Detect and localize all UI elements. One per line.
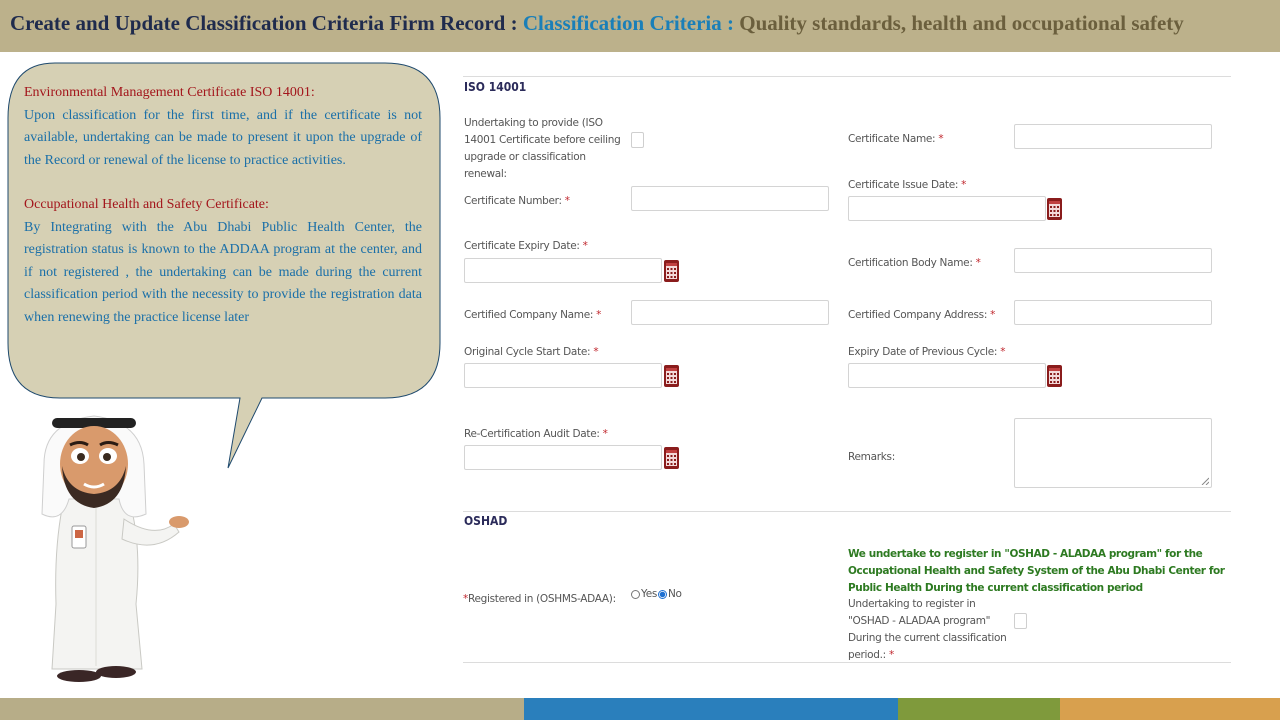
certificate-expiry-date-label: Certificate Expiry Date: * xyxy=(464,240,588,252)
title-section: Classification Criteria xyxy=(522,11,722,35)
oshad-undertaking-label: Undertaking to register in "OSHAD - ALADAA program" During the current classification period.: * xyxy=(848,598,1007,661)
oshad-section-divider xyxy=(463,511,1231,512)
footer-band-green xyxy=(898,698,1060,720)
radio-yes-label: Yes xyxy=(641,588,658,600)
page-header xyxy=(0,0,1280,52)
bubble-text xyxy=(24,82,422,329)
page-title xyxy=(10,11,1184,36)
certification-body-name-label: Certification Body Name: * xyxy=(848,257,981,269)
title-subsection: Quality standards, health and occupational safety xyxy=(739,11,1184,35)
recertification-audit-date-input[interactable] xyxy=(464,445,662,470)
certification-body-name-input[interactable] xyxy=(1014,248,1212,273)
certified-company-address-label: Certified Company Address: * xyxy=(848,309,996,321)
radio-yes[interactable] xyxy=(631,590,640,599)
recertification-audit-date-label: Re-Certification Audit Date: * xyxy=(464,428,608,440)
title-separator: : xyxy=(505,11,523,35)
iso-undertaking-checkbox[interactable] xyxy=(631,132,644,148)
radio-no[interactable] xyxy=(658,590,667,599)
certified-company-name-input[interactable] xyxy=(631,300,829,325)
radio-no-label: No xyxy=(668,588,682,600)
calendar-icon[interactable] xyxy=(664,365,679,387)
iso-section-title: ISO 14001 xyxy=(464,80,527,94)
certificate-name-input[interactable] xyxy=(1014,124,1212,149)
oshad-section-title: OSHAD xyxy=(464,514,508,528)
title-separator-2: : xyxy=(721,11,740,35)
certificate-number-label: Certificate Number: * xyxy=(464,195,570,207)
calendar-icon[interactable] xyxy=(664,260,679,282)
footer-band-tan xyxy=(0,698,524,720)
original-cycle-start-date-input[interactable] xyxy=(464,363,662,388)
oshad-info-heading: Occupational Health and Safety Certificate: xyxy=(24,197,269,212)
iso-section-divider xyxy=(463,76,1231,77)
expiry-date-previous-cycle-input[interactable] xyxy=(848,363,1046,388)
original-cycle-start-date-label: Original Cycle Start Date: * xyxy=(464,346,599,358)
expiry-date-previous-cycle-label: Expiry Date of Previous Cycle: * xyxy=(848,346,1006,358)
emirati-mascot-illustration xyxy=(24,404,204,689)
oshad-undertaking-checkbox[interactable] xyxy=(1014,613,1027,629)
remarks-textarea[interactable] xyxy=(1014,418,1212,488)
iso-undertaking-label: Undertaking to provide (ISO 14001 Certificate before ceiling upgrade or classification renewal: xyxy=(464,117,621,180)
form-bottom-divider xyxy=(463,662,1231,663)
oshad-undertaking-note: We undertake to register in "OSHAD - ALADAA program" for the Occupational Health and Safety System of the Abu Dhabi Center for Public Health During the current classification period xyxy=(848,548,1225,594)
certificate-issue-date-label: Certificate Issue Date: * xyxy=(848,179,967,191)
title-main: Create and Update Classification Criteria Firm Record xyxy=(10,11,506,35)
calendar-icon[interactable] xyxy=(1047,198,1062,220)
remarks-label: Remarks: xyxy=(848,451,895,463)
calendar-icon[interactable] xyxy=(664,447,679,469)
resize-grip-icon[interactable] xyxy=(1201,477,1209,485)
certificate-number-input[interactable] xyxy=(631,186,829,211)
footer-band-orange xyxy=(1060,698,1280,720)
certificate-expiry-date-input[interactable] xyxy=(464,258,662,283)
calendar-icon[interactable] xyxy=(1047,365,1062,387)
iso-info-heading: Environmental Management Certificate ISO 14001: xyxy=(24,85,315,100)
oshad-info-text: By Integrating with the Abu Dhabi Public Health Center, the registration status is known to the ADDAA program at the center, and if not registered , the undertaking can be made during the current classification period with the necessity to provide the registration data when renewing the practice license later xyxy=(24,219,422,325)
certified-company-address-input[interactable] xyxy=(1014,300,1212,325)
footer-band-blue xyxy=(524,698,898,720)
certificate-name-label: Certificate Name: * xyxy=(848,133,944,145)
certified-company-name-label: Certified Company Name: * xyxy=(464,309,602,321)
iso-info-text: Upon classification for the first time, and if the certificate is not available, undertaking can be made to present it upon the upgrade of the Record or renewal of the license to practice activities. xyxy=(24,107,422,168)
registered-oshms-label: *Registered in (OSHMS-ADAA): xyxy=(463,593,616,605)
certificate-issue-date-input[interactable] xyxy=(848,196,1046,221)
footer-color-bar xyxy=(0,698,1280,720)
